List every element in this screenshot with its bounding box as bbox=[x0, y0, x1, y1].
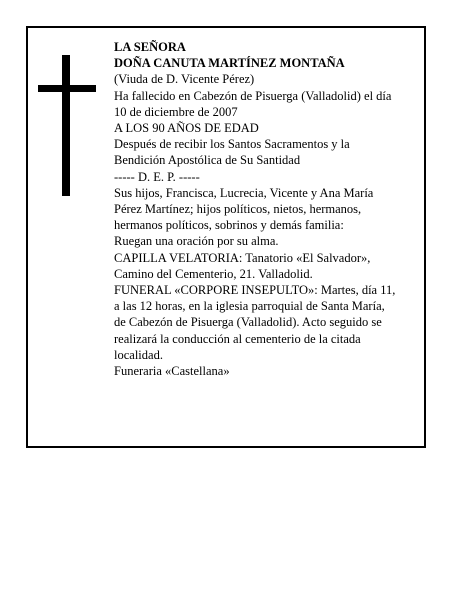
widow-of-line: (Viuda de D. Vicente Pérez) bbox=[114, 72, 255, 87]
funeral-line-2: a las 12 horas, en la iglesia parroquial de Santa María, bbox=[114, 299, 385, 314]
chapel-line-1: CAPILLA VELATORIA: Tanatorio «El Salvador», bbox=[114, 250, 371, 265]
death-line-2: 10 de diciembre de 2007 bbox=[114, 104, 238, 119]
funeral-line-4: realizará la conducción al cementerio de la citada bbox=[114, 331, 361, 346]
family-line-3: hermanos políticos, sobrinos y demás familia: bbox=[114, 218, 344, 233]
sacraments-line-2: Bendición Apostólica de Su Santidad bbox=[114, 153, 301, 168]
family-line-2: Pérez Martínez; hijos políticos, nietos, hermanos, bbox=[114, 202, 362, 217]
funeral-line-1: FUNERAL «CORPORE INSEPULTO»: Martes, día 11, bbox=[114, 283, 396, 298]
obituary-text bbox=[114, 39, 426, 379]
funeral-home-line: Funeraria «Castellana» bbox=[114, 364, 230, 379]
cross-vertical-bar bbox=[62, 55, 70, 196]
sacraments-line-1: Después de recibir los Santos Sacramentos y la bbox=[114, 137, 350, 152]
cross-horizontal-bar bbox=[38, 85, 96, 92]
funeral-line-3: de Cabezón de Pisuerga (Valladolid). Acto seguido se bbox=[114, 315, 382, 330]
prayer-line: Ruegan una oración por su alma. bbox=[114, 234, 279, 249]
death-line-1: Ha fallecido en Cabezón de Pisuerga (Valladolid) el día bbox=[114, 88, 392, 103]
funeral-line-5: localidad. bbox=[114, 347, 163, 362]
rip-line: ----- D. E. P. ----- bbox=[114, 169, 200, 184]
age-line: A LOS 90 AÑOS DE EDAD bbox=[114, 121, 259, 136]
family-line-1: Sus hijos, Francisca, Lucrecia, Vicente y Ana María bbox=[114, 185, 374, 200]
notice-title: LA SEÑORA bbox=[114, 40, 186, 54]
deceased-name: DOÑA CANUTA MARTÍNEZ MONTAÑA bbox=[114, 56, 345, 71]
chapel-line-2: Camino del Cementerio, 21. Valladolid. bbox=[114, 266, 313, 281]
